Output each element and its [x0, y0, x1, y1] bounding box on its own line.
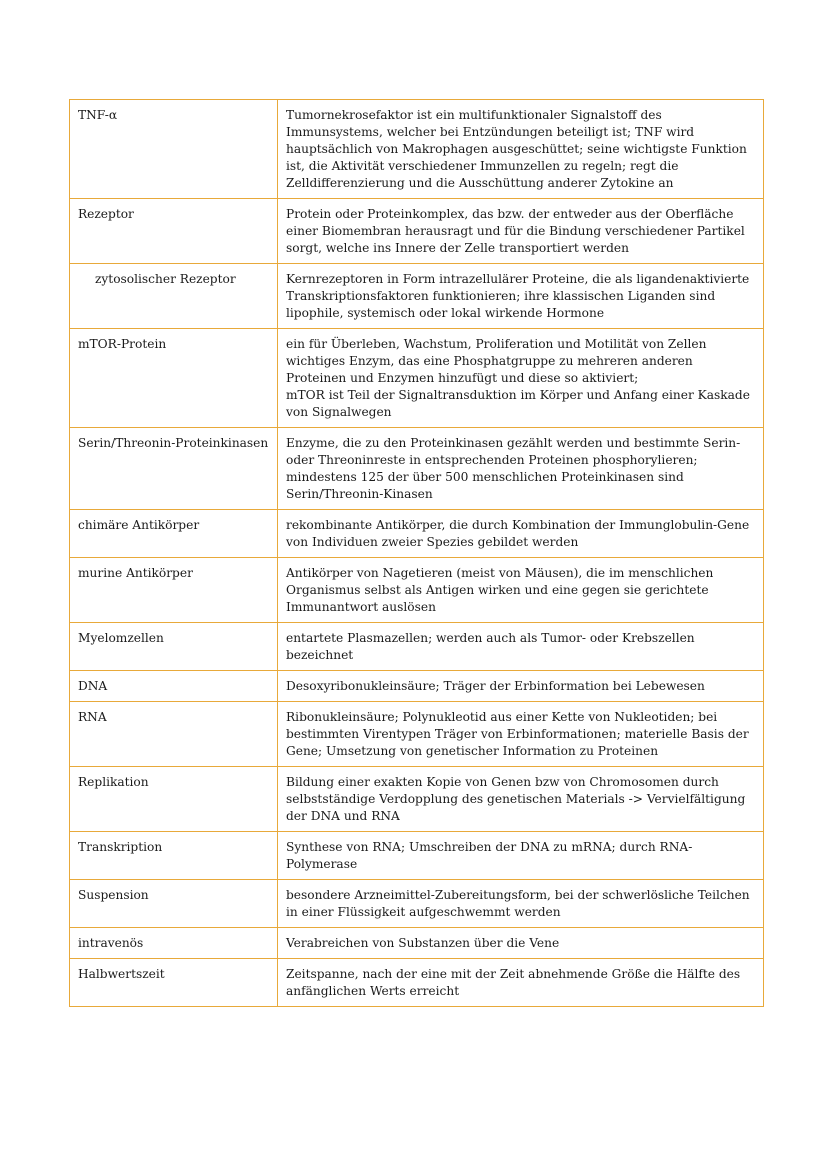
- table-row: [70, 928, 764, 959]
- term-cell: Transkription: [70, 832, 278, 880]
- table-row: [70, 832, 764, 880]
- table-row: [70, 264, 764, 329]
- term-cell: Replikation: [70, 767, 278, 832]
- table-row: [70, 199, 764, 264]
- definition-cell: Verabreichen von Substanzen über die Vene: [278, 928, 764, 959]
- term-cell: murine Antikörper: [70, 558, 278, 623]
- table-row: [70, 428, 764, 510]
- definition-cell: rekombinante Antikörper, die durch Kombination der Immunglobulin-Gene von Individuen zweier Spezies gebildet werden: [278, 510, 764, 558]
- term-cell: Myelomzellen: [70, 623, 278, 671]
- definition-cell: Enzyme, die zu den Proteinkinasen gezählt werden und bestimmte Serin- oder Threoninreste in entsprechenden Proteinen phosphorylieren; mindestens 125 der über 500 menschlichen Proteinkinasen sind Serin/Threonin-Kinasen: [278, 428, 764, 510]
- definition-cell: Tumornekrosefaktor ist ein multifunktionaler Signalstoff des Immunsystems, welcher bei Entzündungen beteiligt ist; TNF wird hauptsächlich von Makrophagen ausgeschüttet; seine wichtigste Funktion ist, die Aktivität verschiedener Immunzellen zu regeln; regt die Zelldifferenzierung und die Ausschüttung anderer Zytokine an: [278, 100, 764, 199]
- term-cell: zytosolischer Rezeptor: [70, 264, 278, 329]
- term-cell: mTOR-Protein: [70, 329, 278, 428]
- term-cell: Rezeptor: [70, 199, 278, 264]
- glossary-table: [69, 99, 764, 1007]
- definition-cell: ein für Überleben, Wachstum, Proliferation und Motilität von Zellen wichtiges Enzym, das eine Phosphatgruppe zu mehreren anderen Proteinen und Enzymen hinzufügt und diese so aktiviert; mTOR ist Teil der Signaltransduktion im Körper und Anfang einer Kaskade von Signalwegen: [278, 329, 764, 428]
- table-row: [70, 100, 764, 199]
- term-cell: chimäre Antikörper: [70, 510, 278, 558]
- definition-cell: Desoxyribonukleinsäure; Träger der Erbinformation bei Lebewesen: [278, 671, 764, 702]
- definition-cell: Protein oder Proteinkomplex, das bzw. der entweder aus der Oberfläche einer Biomembran herausragt und für die Bindung verschiedener Partikel sorgt, welche ins Innere der Zelle transportiert werden: [278, 199, 764, 264]
- table-row: [70, 767, 764, 832]
- term-cell: Suspension: [70, 880, 278, 928]
- definition-cell: Kernrezeptoren in Form intrazellulärer Proteine, die als ligandenaktivierte Transkriptionsfaktoren funktionieren; ihre klassischen Liganden sind lipophile, systemisch oder lokal wirkende Hormone: [278, 264, 764, 329]
- definition-cell: Synthese von RNA; Umschreiben der DNA zu mRNA; durch RNA- Polymerase: [278, 832, 764, 880]
- table-row: [70, 880, 764, 928]
- term-cell: TNF-α: [70, 100, 278, 199]
- definition-cell: Ribonukleinsäure; Polynukleotid aus einer Kette von Nukleotiden; bei bestimmten Virentypen Träger von Erbinformationen; materielle Basis der Gene; Umsetzung von genetischer Information zu Proteinen: [278, 702, 764, 767]
- term-cell: DNA: [70, 671, 278, 702]
- definition-cell: entartete Plasmazellen; werden auch als Tumor- oder Krebszellen bezeichnet: [278, 623, 764, 671]
- table-row: [70, 959, 764, 1007]
- term-cell: Serin/Threonin-Proteinkinasen: [70, 428, 278, 510]
- definition-cell: Antikörper von Nagetieren (meist von Mäusen), die im menschlichen Organismus selbst als Antigen wirken und eine gegen sie gerichtete Immunantwort auslösen: [278, 558, 764, 623]
- table-row: [70, 671, 764, 702]
- table-row: [70, 558, 764, 623]
- definition-cell: Bildung einer exakten Kopie von Genen bzw von Chromosomen durch selbstständige Verdopplung des genetischen Materials -> Vervielfältigung der DNA und RNA: [278, 767, 764, 832]
- table-row: [70, 623, 764, 671]
- table-row: [70, 702, 764, 767]
- definition-cell: besondere Arzneimittel-Zubereitungsform, bei der schwerlösliche Teilchen in einer Flüssigkeit aufgeschwemmt werden: [278, 880, 764, 928]
- term-cell: RNA: [70, 702, 278, 767]
- term-cell: intravenös: [70, 928, 278, 959]
- table-row: [70, 510, 764, 558]
- term-cell: Halbwertszeit: [70, 959, 278, 1007]
- table-row: [70, 329, 764, 428]
- definition-cell: Zeitspanne, nach der eine mit der Zeit abnehmende Größe die Hälfte des anfänglichen Werts erreicht: [278, 959, 764, 1007]
